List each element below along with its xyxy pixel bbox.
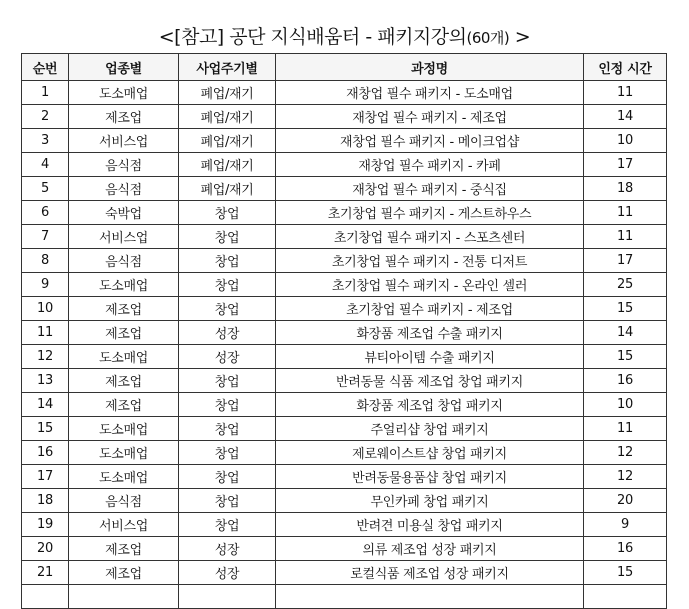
header-credited-hours: 인정 시간 [584,54,667,81]
cell-no: 19 [22,513,69,537]
cell-course-name: 화장품 제조업 수출 패키지 [276,321,584,345]
cell-credited-hours: 12 [584,465,667,489]
cell-credited-hours: 10 [584,393,667,417]
cell-no: 7 [22,225,69,249]
cell-industry: 제조업 [69,321,179,345]
cell-course-name: 초기창업 필수 패키지 - 온라인 셀러 [276,273,584,297]
cell-industry: 음식점 [69,177,179,201]
cell-course-name: 뷰티아이템 수출 패키지 [276,345,584,369]
title-end: > [509,26,531,48]
cell-course-name: 주얼리샵 창업 패키지 [276,417,584,441]
cell-course-name: 초기창업 필수 패키지 - 전통 디저트 [276,249,584,273]
cell-no: 8 [22,249,69,273]
cell-industry: 제조업 [69,393,179,417]
cell-credited-hours: 16 [584,537,667,561]
cell-no: 18 [22,489,69,513]
table-body [22,81,667,609]
table-row [22,465,667,489]
table-header-row [22,54,667,81]
cell-business-cycle: 창업 [179,249,276,273]
table-row [22,537,667,561]
cell-no: 15 [22,417,69,441]
cell-business-cycle: 폐업/재기 [179,153,276,177]
table-row [22,561,667,585]
cell-credited-hours: 11 [584,81,667,105]
cell-business-cycle: 성장 [179,537,276,561]
cell-no: 11 [22,321,69,345]
cell-course-name: 재창업 필수 패키지 - 도소매업 [276,81,584,105]
table-row-partial [22,585,667,609]
cell-industry: 도소매업 [69,417,179,441]
cell-credited-hours: 14 [584,321,667,345]
table-row [22,273,667,297]
cell-industry: 제조업 [69,105,179,129]
cell-business-cycle: 창업 [179,369,276,393]
cell-credited-hours: 9 [584,513,667,537]
table-row [22,153,667,177]
cell-no: 5 [22,177,69,201]
cell-no: 4 [22,153,69,177]
cell-industry: 제조업 [69,369,179,393]
package-course-table [21,53,667,609]
header-course-name: 과정명 [276,54,584,81]
header-business-cycle: 사업주기별 [179,54,276,81]
cell-no: 21 [22,561,69,585]
cell-course-name: 재창업 필수 패키지 - 중식집 [276,177,584,201]
cell-business-cycle: 창업 [179,225,276,249]
cell-credited-hours: 15 [584,297,667,321]
cell-industry: 제조업 [69,297,179,321]
cell-course-name: 의류 제조업 성장 패키지 [276,537,584,561]
cell-empty [276,585,584,609]
cell-business-cycle: 창업 [179,417,276,441]
cell-credited-hours: 11 [584,225,667,249]
cell-empty [69,585,179,609]
table-row [22,441,667,465]
table-row [22,297,667,321]
cell-course-name: 반려견 미용실 창업 패키지 [276,513,584,537]
cell-course-name: 재창업 필수 패키지 - 제조업 [276,105,584,129]
cell-credited-hours: 16 [584,369,667,393]
table-row [22,417,667,441]
cell-credited-hours: 12 [584,441,667,465]
title-count: (60개) [466,29,510,47]
cell-industry: 도소매업 [69,81,179,105]
cell-credited-hours: 17 [584,249,667,273]
table-row [22,513,667,537]
cell-empty [584,585,667,609]
table-row [22,393,667,417]
table-row [22,369,667,393]
cell-no: 9 [22,273,69,297]
cell-industry: 음식점 [69,153,179,177]
cell-no: 16 [22,441,69,465]
cell-credited-hours: 10 [584,129,667,153]
cell-industry: 도소매업 [69,273,179,297]
cell-credited-hours: 11 [584,417,667,441]
table-row [22,129,667,153]
cell-course-name: 초기창업 필수 패키지 - 스포츠센터 [276,225,584,249]
cell-course-name: 제로웨이스트샵 창업 패키지 [276,441,584,465]
cell-business-cycle: 폐업/재기 [179,177,276,201]
cell-course-name: 로컬식품 제조업 성장 패키지 [276,561,584,585]
cell-business-cycle: 성장 [179,561,276,585]
cell-industry: 제조업 [69,537,179,561]
cell-no: 20 [22,537,69,561]
cell-empty [179,585,276,609]
table-row [22,249,667,273]
cell-course-name: 반려동물 식품 제조업 창업 패키지 [276,369,584,393]
cell-empty [22,585,69,609]
cell-business-cycle: 창업 [179,201,276,225]
cell-course-name: 재창업 필수 패키지 - 메이크업샵 [276,129,584,153]
cell-business-cycle: 폐업/재기 [179,129,276,153]
cell-credited-hours: 20 [584,489,667,513]
cell-credited-hours: 17 [584,153,667,177]
cell-industry: 음식점 [69,489,179,513]
cell-industry: 서비스업 [69,225,179,249]
cell-no: 2 [22,105,69,129]
cell-business-cycle: 창업 [179,273,276,297]
cell-credited-hours: 11 [584,201,667,225]
cell-credited-hours: 25 [584,273,667,297]
document-title [0,22,689,49]
cell-no: 12 [22,345,69,369]
header-industry: 업종별 [69,54,179,81]
header-no: 순번 [22,54,69,81]
table-row [22,345,667,369]
title-main: <[참고] 공단 지식배움터 - 패키지강의 [158,26,467,48]
cell-industry: 서비스업 [69,513,179,537]
cell-industry: 도소매업 [69,441,179,465]
cell-industry: 숙박업 [69,201,179,225]
cell-no: 17 [22,465,69,489]
cell-business-cycle: 성장 [179,345,276,369]
cell-business-cycle: 폐업/재기 [179,105,276,129]
cell-course-name: 무인카페 창업 패키지 [276,489,584,513]
cell-course-name: 초기창업 필수 패키지 - 게스트하우스 [276,201,584,225]
cell-business-cycle: 창업 [179,465,276,489]
cell-no: 3 [22,129,69,153]
cell-course-name: 초기창업 필수 패키지 - 제조업 [276,297,584,321]
cell-no: 14 [22,393,69,417]
cell-credited-hours: 14 [584,105,667,129]
cell-course-name: 재창업 필수 패키지 - 카페 [276,153,584,177]
cell-industry: 도소매업 [69,345,179,369]
cell-no: 6 [22,201,69,225]
table-row [22,489,667,513]
table-row [22,105,667,129]
cell-business-cycle: 성장 [179,321,276,345]
table-row [22,201,667,225]
cell-industry: 도소매업 [69,465,179,489]
cell-course-name: 반려동물용품샵 창업 패키지 [276,465,584,489]
table-row [22,177,667,201]
cell-credited-hours: 15 [584,345,667,369]
table-row [22,81,667,105]
cell-no: 10 [22,297,69,321]
table-row [22,225,667,249]
cell-no: 13 [22,369,69,393]
cell-industry: 서비스업 [69,129,179,153]
cell-business-cycle: 창업 [179,393,276,417]
cell-business-cycle: 폐업/재기 [179,81,276,105]
table-row [22,321,667,345]
cell-no: 1 [22,81,69,105]
cell-credited-hours: 15 [584,561,667,585]
cell-industry: 제조업 [69,561,179,585]
cell-business-cycle: 창업 [179,489,276,513]
cell-course-name: 화장품 제조업 창업 패키지 [276,393,584,417]
cell-business-cycle: 창업 [179,513,276,537]
cell-industry: 음식점 [69,249,179,273]
cell-business-cycle: 창업 [179,297,276,321]
cell-business-cycle: 창업 [179,441,276,465]
cell-credited-hours: 18 [584,177,667,201]
